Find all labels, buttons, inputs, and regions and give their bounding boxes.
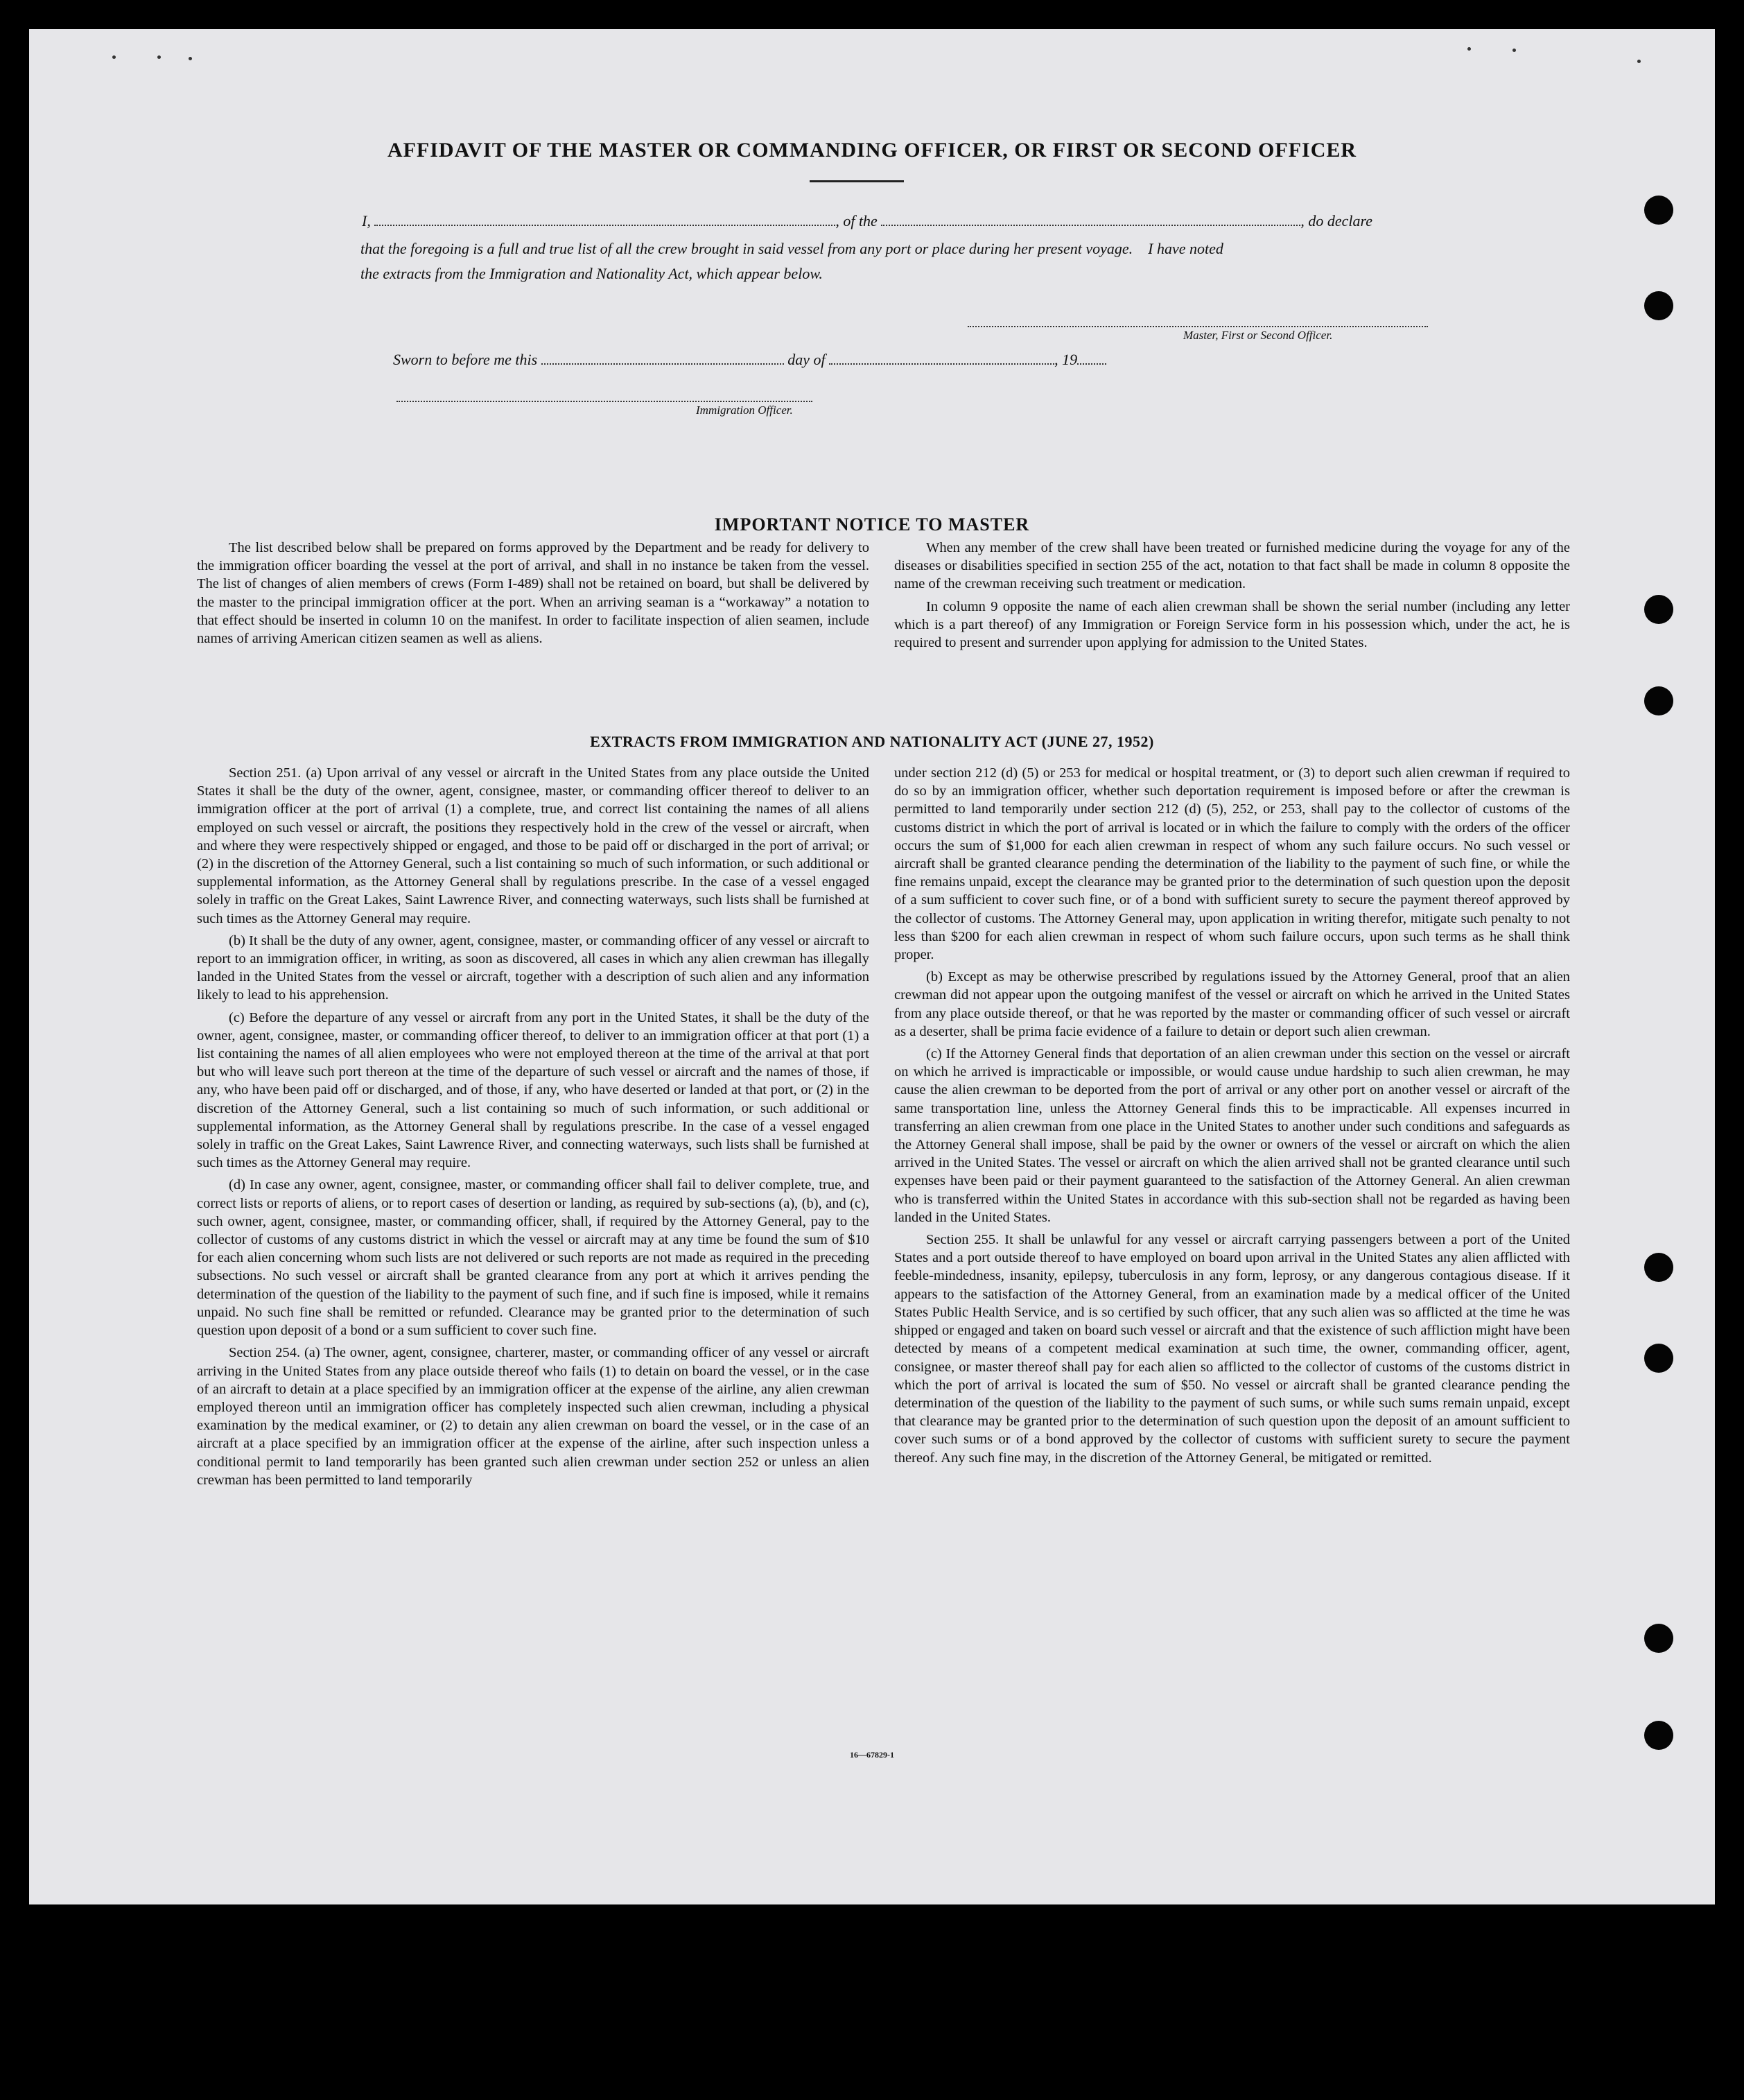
notice-right-column: [894, 539, 1570, 656]
punch-hole: [1644, 1721, 1673, 1750]
punch-hole: [1644, 291, 1673, 320]
extracts-right-column: [894, 764, 1570, 1471]
extract-paragraph: (c) If the Attorney General finds that deportation of an alien crewman under this section on the vessel or aircraft on which he arrived is impracticable or impossible, or would cause undue hardship to such alien crewman, he may cause the alien crewman to be deported from the port of arrival or any other port on another vessel or aircraft of the same transportation line, unless the Attorney General finds this to be impracticable. All expenses incurred in transferring an alien crewman from one place in the United States to another under such conditions and safeguards as the Attorney General shall impose, shall be paid by the owner or owners of the vessel or aircraft on which the alien arrived in the United States. The vessel or aircraft on which the alien arrived shall not be granted clearance until such expenses have been paid or their payment guaranteed to the satisfaction of the Attorney General. An alien crewman who is transferred within the United States in accordance with this sub-section shall not be regarded as having been landed in the United States.: [894, 1046, 1570, 1225]
sworn-line: [393, 349, 1106, 369]
extract-paragraph: (b) Except as may be otherwise prescribed by regulations issued by the Attorney General, proof that an alien crewman did not appear upon the outgoing manifest of the vessel or aircraft on which he arrived in the United States from any place outside thereof, or that he was reported by the master or commanding officer of such vessel or aircraft as a deserter, shall be prima facie evidence of a failure to detain or deport such alien crewman.: [894, 969, 1570, 1039]
name-blank[interactable]: [374, 211, 835, 226]
document-sheet: [29, 29, 1715, 1904]
declaration-line-3: the extracts from the Immigration and Nationality Act, which appear below.: [360, 265, 823, 282]
sworn-month-blank[interactable]: [829, 349, 1054, 365]
extract-paragraph: Section 255. It shall be unlawful for any vessel or aircraft carrying passengers between a port of the United States and a port outside thereof to have employed on board upon arrival in the United States any alien afflicted with feeble-mindedness, insanity, epilepsy, tuberculosis in any form, leprosy, or any dangerous contagious disease. If it appears to the satisfaction of the Attorney General, from an examination made by a medical officer of the United States Public Health Service, and is so certified by such officer, that any such alien was so afflicted at the time he was shipped or engaged and taken on board such vessel or aircraft and that the existence of such affliction might have been detected by means of a competent medical examination at such time, the owner, commanding officer, agent, consignee, or master thereof shall pay for each alien so afflicted to the collector of customs of the customs district in which the port of arrival is located the sum of $50. No vessel or aircraft shall be granted clearance pending the determination of the question of the liability to the payment of such sums, or while such sums remain unpaid, except that clearance may be granted prior to the determination of such question upon the deposit of an amount sufficient to cover such sums or of a bond approved by the collector of customs with sufficient surety to secure the payment thereof. Any such fine may, in the discretion of the Attorney General, be mitigated or remitted.: [894, 1232, 1570, 1466]
punch-hole: [1644, 595, 1673, 624]
scan-speck: [1512, 49, 1516, 52]
declaration-line-2: that the foregoing is a full and true list of all the crew brought in said vessel from any port or place during her present voyage. I have noted: [360, 240, 1223, 257]
punch-hole: [1644, 686, 1673, 715]
immigration-officer-signature-line[interactable]: [396, 401, 812, 402]
scan-speck: [189, 57, 192, 60]
extracts-left-column: [197, 764, 869, 1493]
scan-speck: [1467, 47, 1471, 51]
notice-paragraph: When any member of the crew shall have been treated or furnished medicine during the voyage for any of the diseases or disabilities specified in section 255 of the act, notation to that fact shall be made in column 8 opposite the name of the crewman receiving such treatment or medication.: [894, 540, 1570, 592]
sworn-day-blank[interactable]: [541, 349, 784, 365]
notice-paragraph: The list described below shall be prepared on forms approved by the Department and be ready for delivery to the immigration officer boarding the vessel at the port of arrival, and shall in no instance be taken from the vessel. The list of changes of alien members of crews (Form I-489) shall not be retained on board, but shall be delivered by the master to the principal immigration officer at the port. When an arriving seaman is a “workaway” a notation to that effect should be inserted in column 10 on the manifest. In order to facilitate inspection of alien seamen, include names of arriving American citizen seamen as well as aliens.: [197, 540, 869, 647]
extract-paragraph: under section 212 (d) (5) or 253 for medical or hospital treatment, or (3) to deport such alien crewman if required to do so by an immigration officer, whether such deportation requirement is imposed before or after the crewman is permitted to land temporarily under section 212 (d) (5), 252, or 253, shall pay to the collector of customs of the customs district in which the port of arrival is located or in which the failure to comply with the orders of the officer occurs the sum of $1,000 for each alien crewman in respect of whom any such failure occurs. No such vessel or aircraft shall be granted clearance pending the determination of the liability to the payment of such fine, or while the fine remains unpaid, except the clearance may be granted prior to the determination of such question upon the deposit of a sum sufficient to cover such fine, or of a bond with sufficient surety to secure the payment thereof approved by the collector of customs. The Attorney General may, upon application in writing therefor, mitigate such penalty to not less than $200 for each alien crewman in respect of whom such failure occurs, upon such terms as he shall think proper.: [894, 765, 1570, 963]
declaration-of-the: , of the: [835, 212, 878, 229]
notice-left-column: [197, 539, 869, 652]
punch-hole: [1644, 1253, 1673, 1282]
notice-paragraph: In column 9 opposite the name of each alien crewman shall be shown the serial number (including any letter which is a part thereof) of any Immigration or Foreign Service form in his possession which, under the act, he is required to present and surrender upon applying for admission to the United States.: [894, 598, 1570, 651]
affidavit-title: AFFIDAVIT OF THE MASTER OR COMMANDING OFFICER, OR FIRST OR SECOND OFFICER: [387, 139, 1357, 162]
scan-speck: [157, 55, 161, 59]
title-underline: [810, 180, 904, 182]
extracts-heading: EXTRACTS FROM IMMIGRATION AND NATIONALITY ACT (JUNE 27, 1952): [590, 733, 1154, 750]
declaration-do-declare: , do declare: [1300, 212, 1372, 229]
master-signature-line[interactable]: [968, 326, 1428, 327]
master-signature-label: Master, First or Second Officer.: [1183, 329, 1333, 342]
notice-heading: IMPORTANT NOTICE TO MASTER: [714, 514, 1030, 535]
extract-paragraph: Section 254. (a) The owner, agent, consignee, charterer, master, or commanding officer of any vessel or aircraft arriving in the United States from any place outside thereof who fails (1) to detain on board the vessel, or in the case of an aircraft to detain at a place specified by an immigration officer at the expense of the airline, any alien crewman employed thereon until an immigration officer has completely inspected such alien crewman, including a physical examination by the medical examiner, or (2) to detain any alien crewman on board the vessel, or in the case of an aircraft at a place specified by an immigration officer at the expense of the airline, after such inspection unless a conditional permit to land temporarily has been granted such alien crewman under section 252 or unless an alien crewman has been permitted to land temporarily: [197, 1345, 869, 1488]
punch-hole: [1644, 196, 1673, 225]
immigration-officer-label: Immigration Officer.: [696, 403, 793, 417]
declaration-i: I,: [362, 212, 371, 229]
scan-speck: [1637, 60, 1641, 63]
sworn-year-blank[interactable]: [1077, 349, 1106, 365]
extract-paragraph: (b) It shall be the duty of any owner, agent, consignee, master, or commanding officer of any vessel or aircraft to report to an immigration officer, in writing, as soon as discovered, all cases in which any alien crewman has illegally landed in the United States from the vessel or aircraft, together with a description of such alien and any information likely to lead to his apprehension.: [197, 932, 869, 1003]
scan-speck: [112, 55, 116, 59]
extract-paragraph: Section 251. (a) Upon arrival of any vessel or aircraft in the United States from any place outside the United States it shall be the duty of the owner, agent, consignee, master, or commanding officer thereof to deliver to an immigration officer at the port of arrival (1) a complete, true, and correct list containing the names of all aliens employed on such vessel or aircraft, the positions they respectively hold in the crew of the vessel or aircraft, when and where they were respectively shipped or engaged, and those to be paid off or discharged in the port of arrival; or (2) in the discretion of the Attorney General, such a list containing so much of such information, or such additional or supplemental information, as the Attorney General shall by regulations prescribe. In the case of a vessel engaged solely in traffic on the Great Lakes, Saint Lawrence River, and connecting waterways, such lists shall be furnished at such times as the Attorney General may require.: [197, 765, 869, 926]
sworn-text: Sworn to before me this: [393, 351, 538, 368]
punch-hole: [1644, 1624, 1673, 1653]
form-number: 16—67829-1: [850, 1750, 894, 1760]
year-prefix: , 19: [1054, 351, 1078, 368]
day-of-text: day of: [787, 351, 826, 368]
vessel-blank[interactable]: [881, 211, 1300, 226]
punch-hole: [1644, 1344, 1673, 1373]
declaration-line-1: [362, 211, 1372, 230]
extract-paragraph: (d) In case any owner, agent, consignee, master, or commanding officer shall fail to deliver complete, true, and correct lists or reports of aliens, or to report cases of desertion or landing, as required by sub-sections (a), (b), and (c), such owner, agent, consignee, master, or commanding officer, shall, if required by the Attorney General, pay to the collector of customs of any customs district in which the vessel or aircraft may at any time be found the sum of $10 for each alien concerning whom such lists are not delivered or such reports are not made as required in the preceding subsections. No such vessel or aircraft shall be granted clearance from any port at which it arrives pending the determination of the question of the liability to the payment of such fine, and if such fine is imposed, while it remains unpaid. No such fine shall be remitted or refunded. Clearance may be granted prior to the determination of such question upon deposit of a bond or a sum sufficient to cover such fine.: [197, 1177, 869, 1339]
extract-paragraph: (c) Before the departure of any vessel or aircraft from any port in the United States, it shall be the duty of the owner, agent, consignee, master, or commanding officer thereof, to deliver to an immigration officer at that port (1) a list containing the names of all alien employees who were not employed thereon at the time of the arrival at that port but who will leave such port thereon at the time of the departure of such vessel or aircraft and the names of those, if any, who have been paid off or discharged, and of those, if any, who have deserted or landed at that port, or (2) in the discretion of the Attorney General, such a list containing so much of such information, or such additional or supplemental information, as the Attorney General shall by regulations prescribe. In the case of a vessel engaged solely in traffic on the Great Lakes, Saint Lawrence River, and connecting waterways, such lists shall be furnished at such times as the Attorney General may require.: [197, 1009, 869, 1171]
